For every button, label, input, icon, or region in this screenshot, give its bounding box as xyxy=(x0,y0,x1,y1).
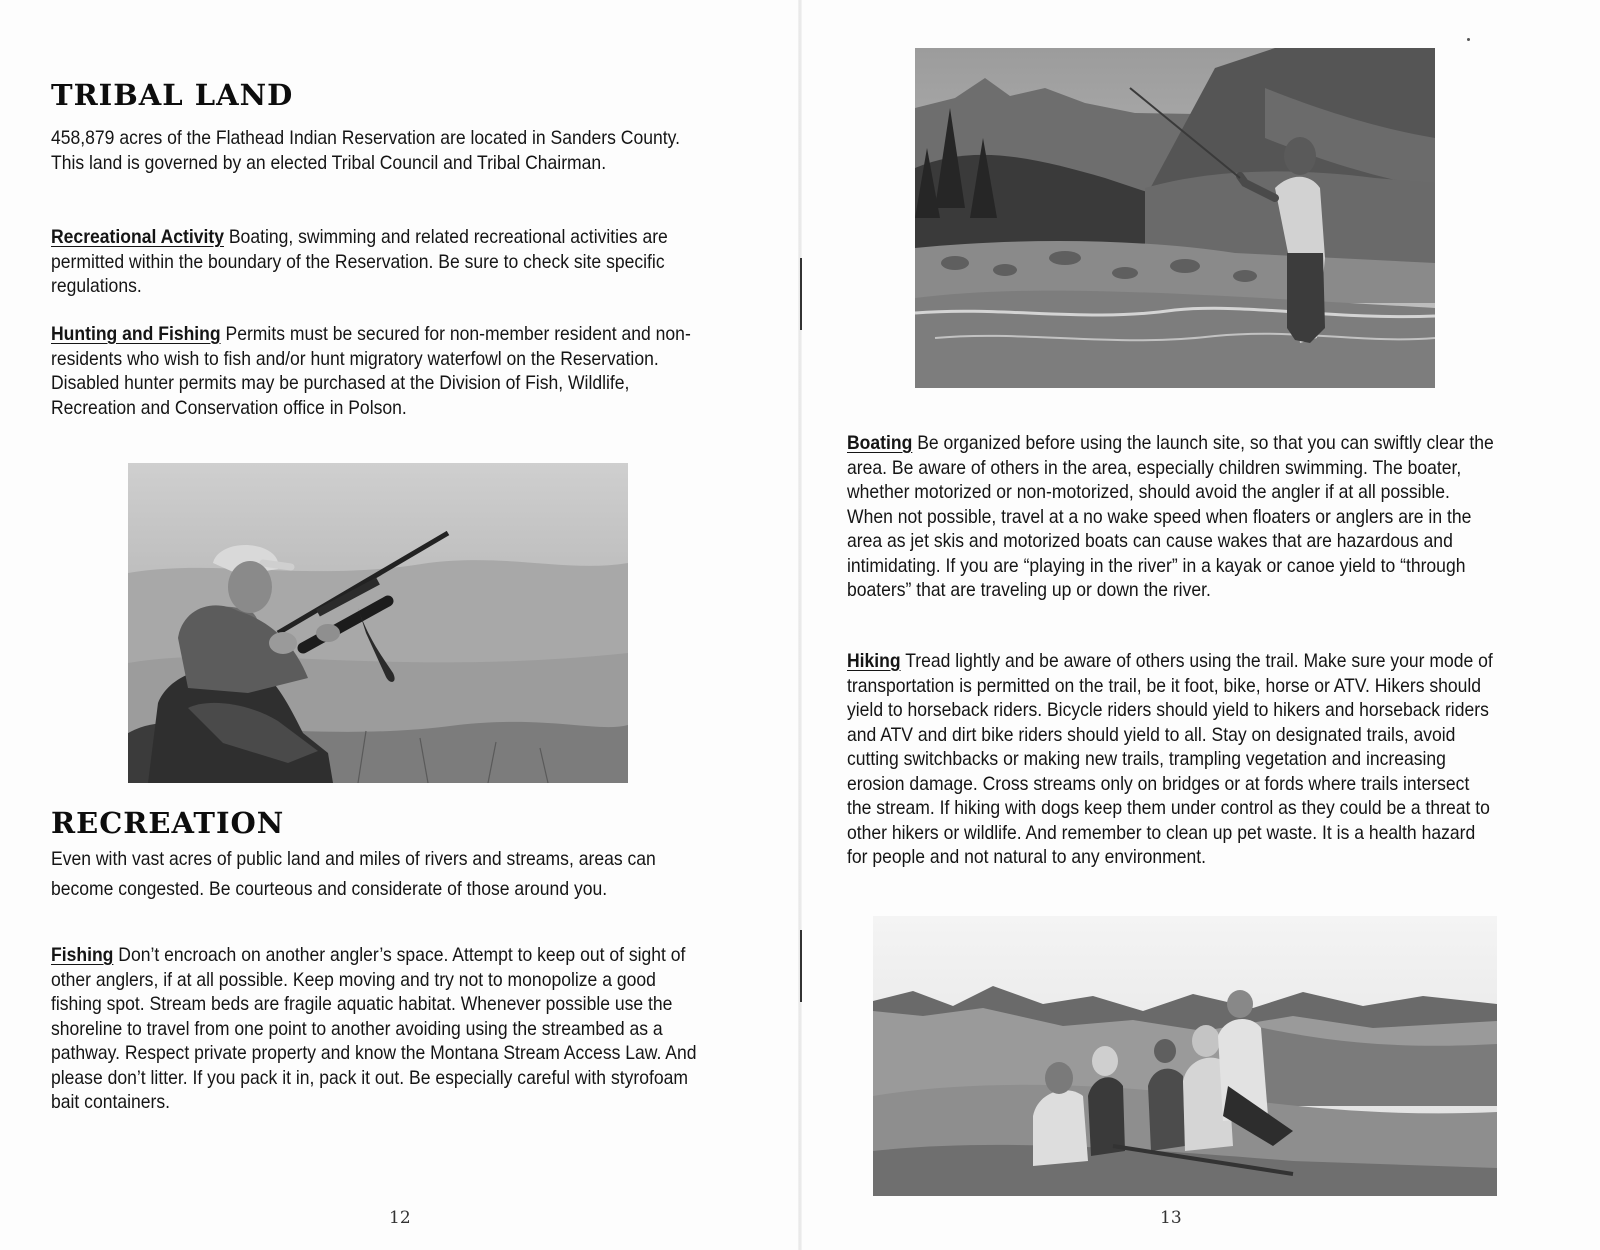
boating-lead: Boating xyxy=(847,432,913,454)
recreation-heading: RECREATION xyxy=(51,806,285,840)
hunting-fishing-paragraph xyxy=(51,322,708,420)
recreation-intro-text: Even with vast acres of public land and miles of rivers and streams, areas can become congested. Be courteous and considerate of those around you. xyxy=(51,848,656,900)
hikers-group-photo xyxy=(873,916,1497,1196)
scan-speck xyxy=(1467,38,1470,41)
fishing-paragraph xyxy=(51,943,708,1115)
hiking-text: Tread lightly and be aware of others using the trail. Make sure your mode of transportation is permitted on the trail, be it foot, bike, horse or ATV. Hikers should yield to horseback riders. Bicycle riders should yield to hikers and horseback riders and ATV and dirt bike riders should yield to all. Stay on designated trails, avoid cutting switchbacks or making new trails, trampling vegetation and increasing erosion damage. Cross streams only on bridges or at fords where trails intersect the stream. If hiking with dogs keep them under control as they could be a threat to other hikers or wildlife. And remember to clean up pet waste. It is a health hazard for people and not natural to any environment. xyxy=(847,650,1493,868)
page-left xyxy=(0,0,798,1250)
fishing-text: Don’t encroach on another angler’s space. Attempt to keep out of sight of other anglers, if at all possible. Keep moving and try not to monopolize a good fishing spot. Stream beds are fragile aquatic habitat. Whenever possible use the shoreline to travel from one point to another avoiding using the streambed as a pathway. Respect private property and know the Montana Stream Access Law. And please don’t litter. If you pack it in, pack it out. Be especially careful with styrofoam bait containers. xyxy=(51,944,697,1113)
hunting-fishing-lead: Hunting and Fishing xyxy=(51,323,221,345)
hiking-paragraph xyxy=(847,649,1495,870)
hunting-fishing-text: Permits must be secured for non-member resident and non-residents who wish to fish and/or hunt migratory waterfowl on the Reservation. Disabled hunter permits may be purchased at the Division of Fish, Wildlife, Recreation and Conservation office in Polson. xyxy=(51,323,691,419)
hunter-photo xyxy=(128,463,628,783)
boating-text: Be organized before using the launch site, so that you can swiftly clear the area. Be aware of others in the area, especially children swimming. The boater, whether motorized or non-motorized, should avoid the angler if at all possible. When not possible, travel at a no wake speed when floaters or anglers are in the area as jet skis and motorized boats can cause wakes that are hazardous and intimidating. If you are “playing in the river” in a kayak or canoe yield to “through boaters” that are traveling up or down the river. xyxy=(847,432,1494,601)
hiking-lead: Hiking xyxy=(847,650,901,672)
fly-fishing-photo xyxy=(915,48,1435,388)
page-right xyxy=(802,0,1600,1250)
hikers-group-photo-image xyxy=(873,916,1497,1196)
tribal-land-intro xyxy=(51,126,695,175)
tribal-land-intro-text: 458,879 acres of the Flathead Indian Reservation are located in Sanders County. This land is governed by an elected Tribal Council and Tribal Chairman. xyxy=(51,127,680,174)
hunter-photo-image xyxy=(128,463,628,783)
page-number-left: 12 xyxy=(389,1208,411,1228)
recreational-activity-text: Boating, swimming and related recreational activities are permitted within the boundary of the Reservation. Be sure to check site specific regulations. xyxy=(51,226,668,297)
recreational-activity-lead: Recreational Activity xyxy=(51,226,224,248)
recreation-intro xyxy=(51,844,708,904)
recreational-activity-paragraph xyxy=(51,225,695,299)
boating-paragraph xyxy=(847,431,1495,603)
page-number-right: 13 xyxy=(1160,1208,1182,1228)
tribal-land-heading: TRIBAL LAND xyxy=(51,78,294,112)
fishing-lead: Fishing xyxy=(51,944,114,966)
fly-fishing-photo-image xyxy=(915,48,1435,388)
